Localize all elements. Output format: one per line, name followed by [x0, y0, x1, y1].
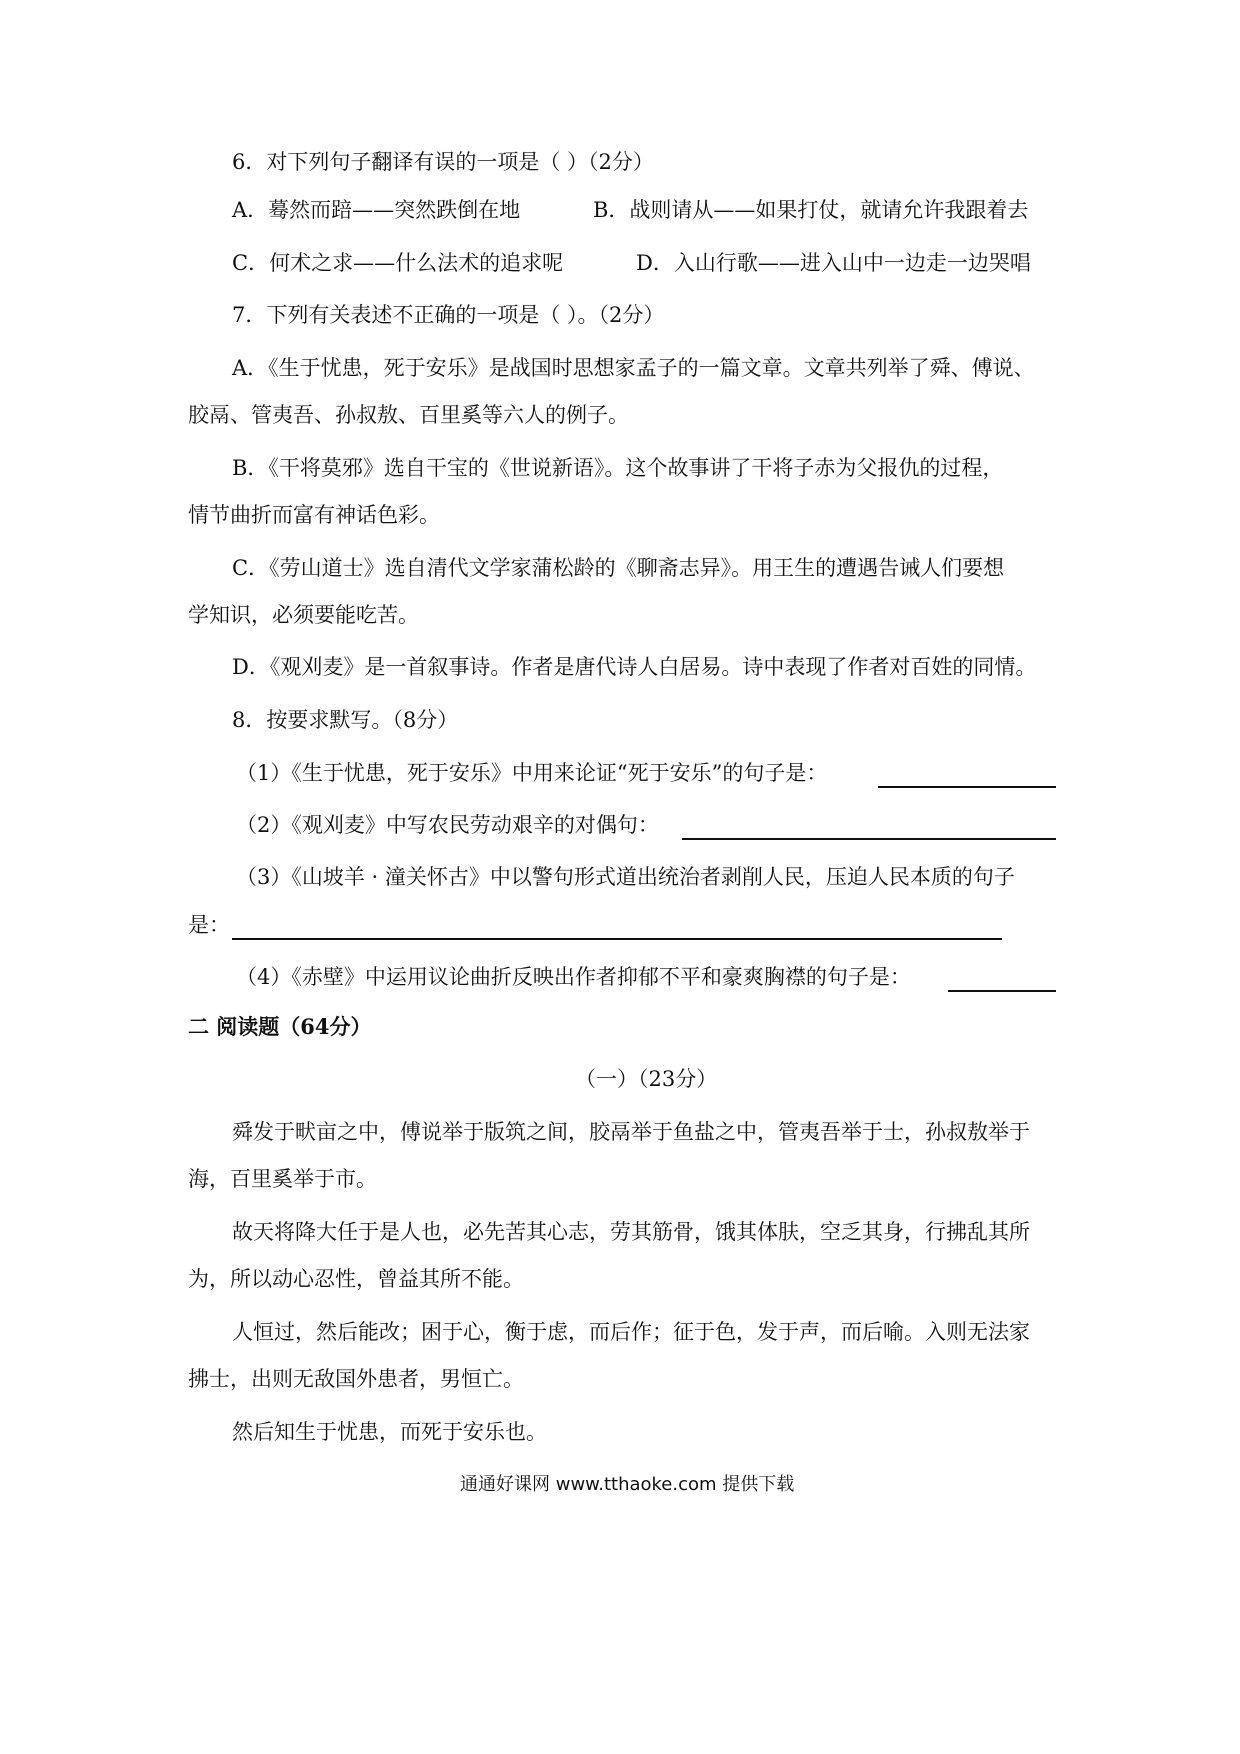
- q8-item-3-answer-blank[interactable]: [232, 938, 1002, 940]
- q6-option-a: A．蓦然而踣——突然跌倒在地: [232, 198, 521, 222]
- q7-option-a-line2: 胶鬲、管夷吾、孙叔敖、百里奚等六人的例子。: [188, 403, 629, 427]
- q8-stem: 8．按要求默写。（8分）: [232, 708, 459, 732]
- q8-item-4: （4）《赤壁》中运用议论曲折反映出作者抑郁不平和豪爽胸襟的句子是：: [236, 965, 911, 989]
- q7-option-a-line1: A．《生于忧患，死于安乐》是战国时思想家孟子的一篇文章。文章共列举了舜、傅说、: [232, 356, 1035, 380]
- q8-item-4-answer-blank[interactable]: [948, 990, 1056, 992]
- q7-option-b-line1: B．《干将莫邪》选自干宝的《世说新语》。这个故事讲了干将子赤为父报仇的过程，: [232, 456, 1004, 480]
- passage-p3-line2: 拂士，出则无敌国外患者，男恒亡。: [188, 1367, 524, 1391]
- q8-item-1: （1）《生于忧患，死于安乐》中用来论证“死于安乐”的句子是：: [236, 761, 828, 785]
- q6-stem: 6．对下列句子翻译有误的一项是（ ）（2分）: [232, 150, 654, 174]
- section-2-title: 二 阅读题（64分）: [188, 1014, 372, 1039]
- section-2-subsection: （一）（23分）: [575, 1067, 718, 1091]
- q7-stem: 7．下列有关表述不正确的一项是（ ）。（2分）: [232, 303, 665, 327]
- q8-item-2-answer-blank[interactable]: [682, 838, 1056, 840]
- q8-item-3-line1: （3）《山坡羊 · 潼关怀古》中以警句形式道出统治者剥削人民，压迫人民本质的句子: [236, 865, 1015, 889]
- passage-p1-line2: 海，百里奚举于市。: [188, 1167, 377, 1191]
- q7-option-b-line2: 情节曲折而富有神话色彩。: [188, 503, 440, 527]
- passage-p4: 然后知生于忧患，而死于安乐也。: [232, 1420, 547, 1444]
- passage-p2-line1: 故天将降大任于是人也，必先苦其心志，劳其筋骨，饿其体肤，空乏其身，行拂乱其所: [232, 1220, 1030, 1244]
- passage-p2-line2: 为，所以动心忍性，曾益其所不能。: [188, 1267, 524, 1291]
- q7-option-d: D．《观刈麦》是一首叙事诗。作者是唐代诗人白居易。诗中表现了作者对百姓的同情。: [232, 655, 1037, 679]
- passage-p3-line1: 人恒过，然后能改；困于心，衡于虑，而后作；征于色，发于声，而后喻。入则无法家: [232, 1320, 1030, 1344]
- q8-item-1-answer-blank[interactable]: [878, 786, 1056, 788]
- passage-p1-line1: 舜发于畎亩之中，傅说举于版筑之间，胶鬲举于鱼盐之中，管夷吾举于士，孙叔敖举于: [232, 1120, 1030, 1144]
- q8-item-3-line2: 是：: [188, 913, 230, 937]
- page-footer: 通通好课网 www.tthaoke.com 提供下载: [460, 1474, 795, 1495]
- q7-option-c-line2: 学知识，必须要能吃苦。: [188, 603, 419, 627]
- q7-option-c-line1: C．《劳山道士》选自清代文学家蒲松龄的《聊斋志异》。用王生的遭遇告诫人们要想: [232, 556, 1005, 580]
- q8-item-2: （2）《观刈麦》中写农民劳动艰辛的对偶句：: [236, 813, 659, 837]
- q6-option-c: C．何术之求——什么法术的追求呢: [232, 251, 564, 275]
- q6-option-d: D．入山行歌——进入山中一边走一边哭唱: [636, 251, 1031, 275]
- q6-option-b: B．战则请从——如果打仗，就请允许我跟着去: [593, 198, 1029, 222]
